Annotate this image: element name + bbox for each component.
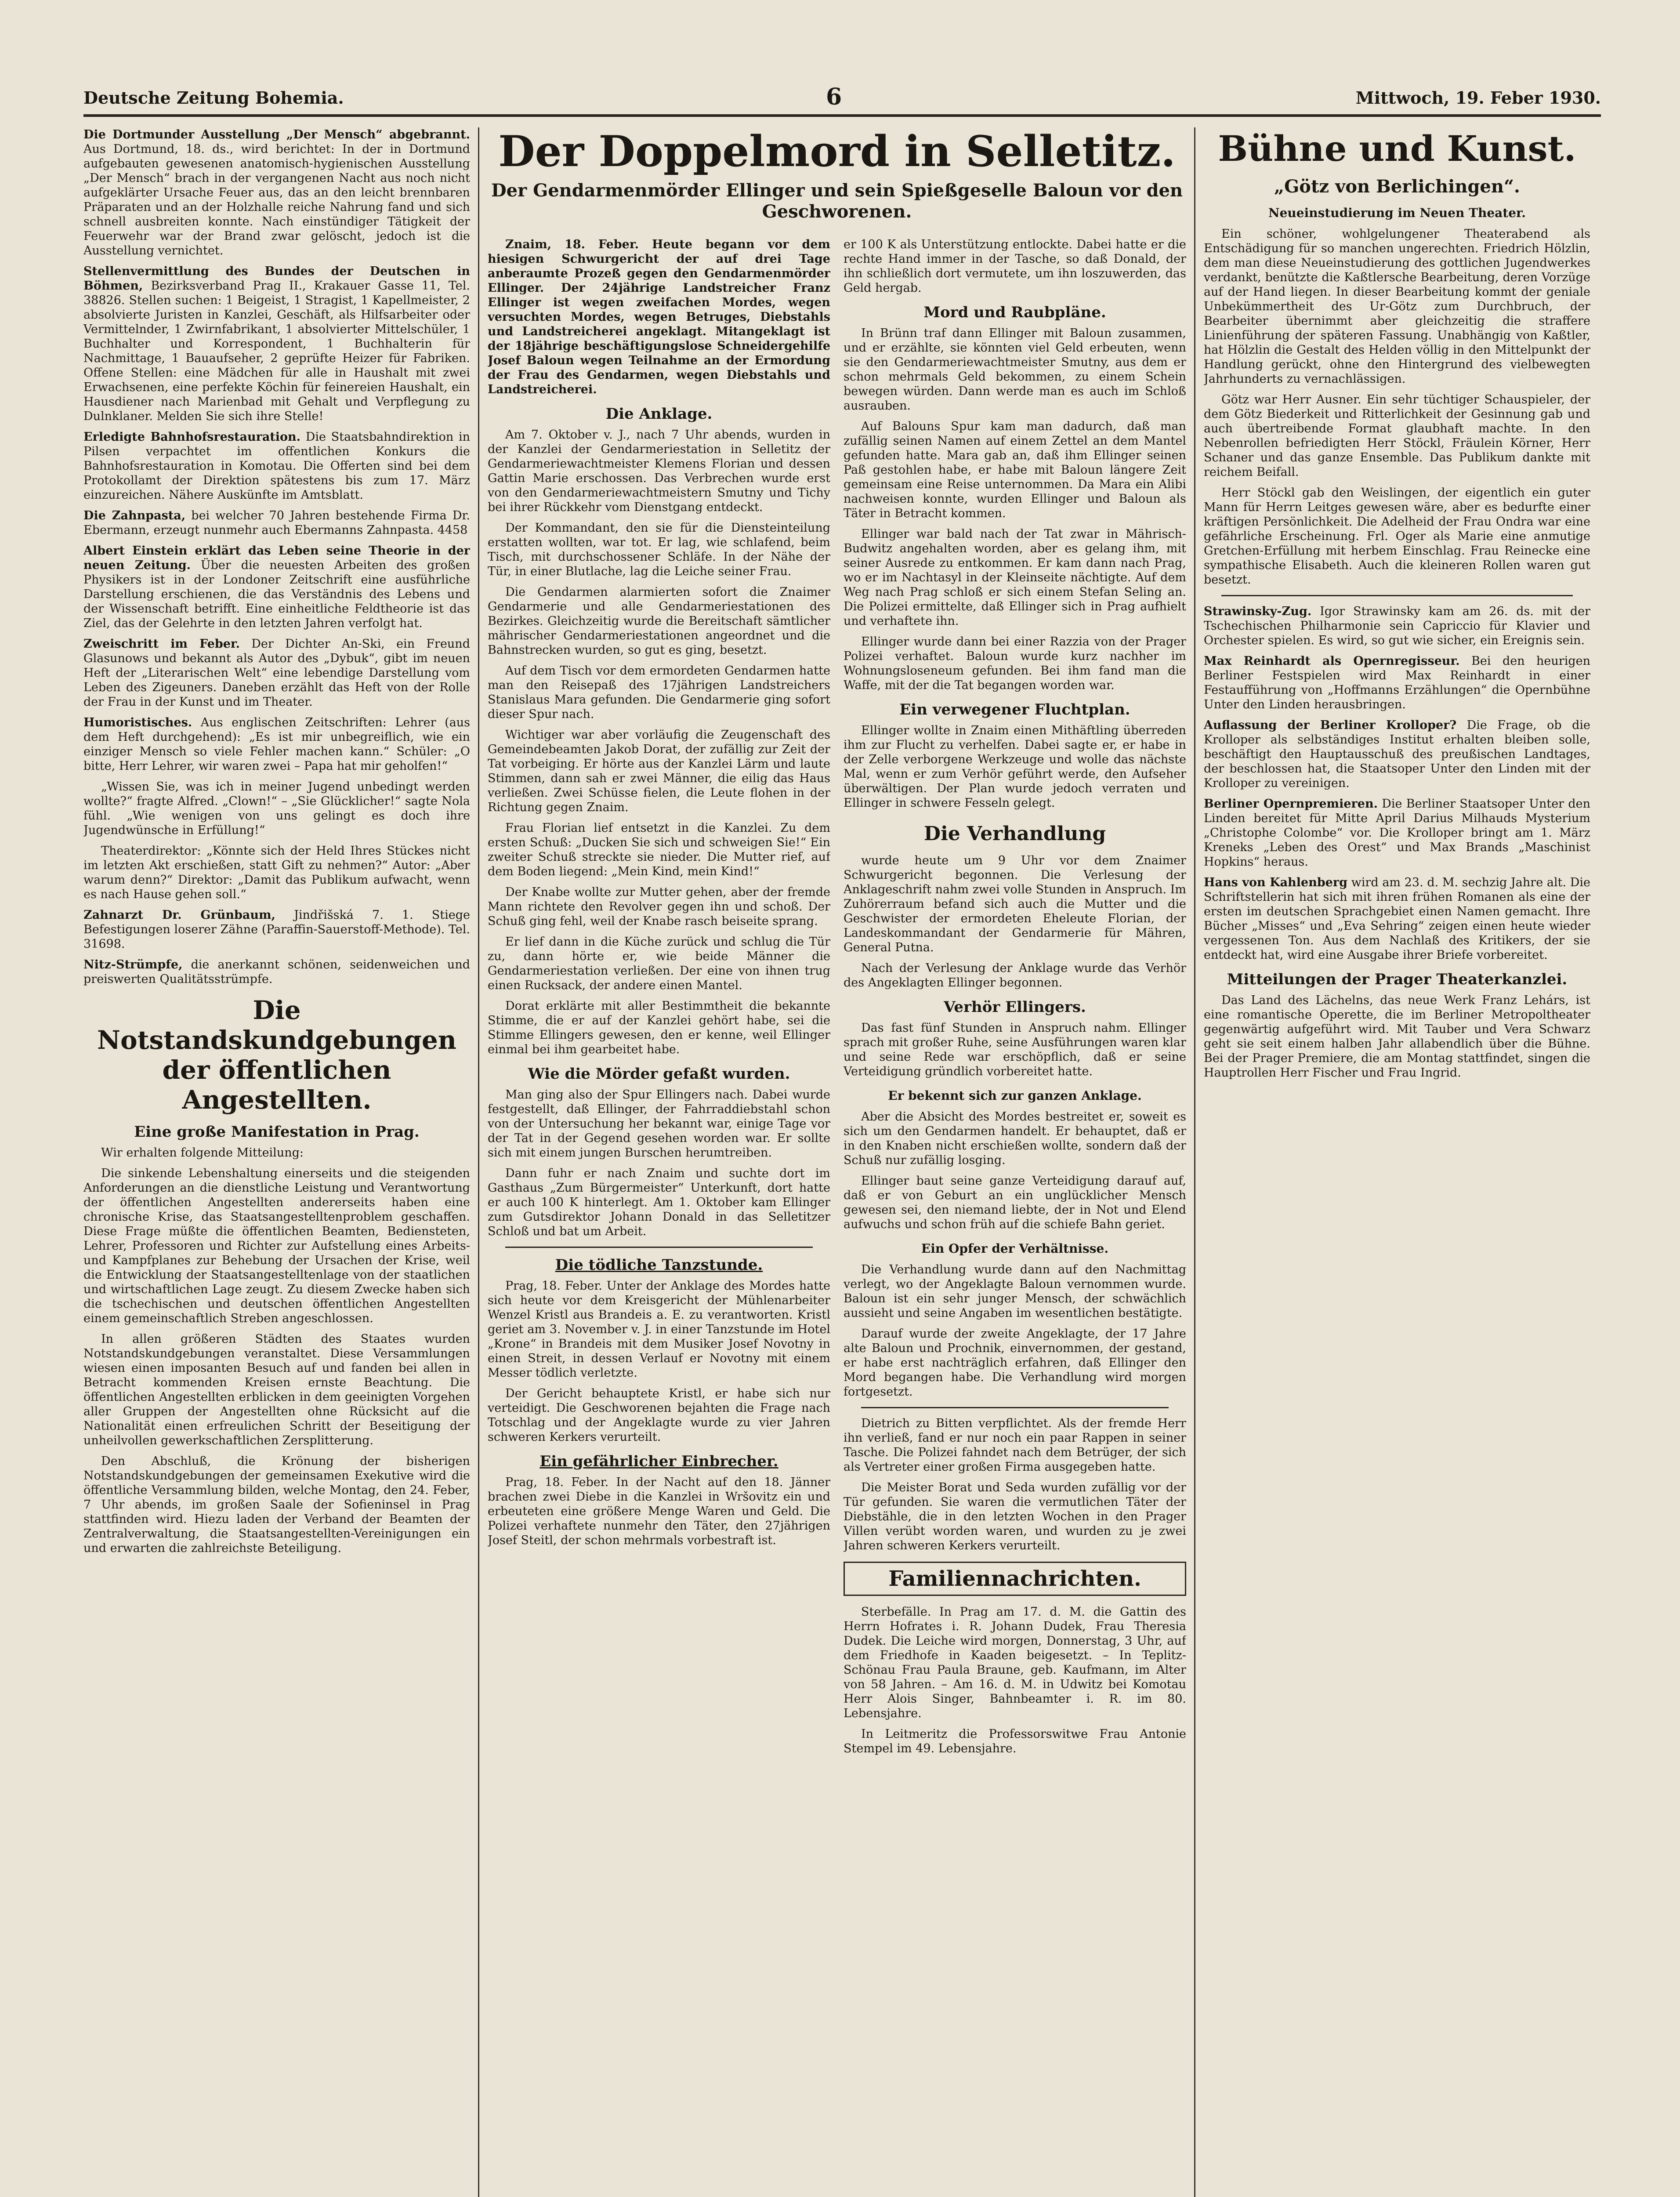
notice-krolloper: Auflassung der Berliner Krolloper? Die Frage, ob die Krolloper als selbständiges Institut erhalten bleiben solle, beschäftigt den Hauptausschuß des preußischen Landtages, der beschlossen hat, die Staatsoper Unter den Linden mit der Krolloper zu vereinigen.	[1204, 718, 1590, 790]
article-stellenvermittlung: Stellenvermittlung des Bundes der Deutschen in Böhmen, Bezirksverband Prag II., Krakauer Gasse 11, Tel. 38826. Stellen suchen: 1 Beigeist, 1 Stragist, 1 Kapellmeister, 2 absolvierte Juristen in Kanzlei, Geschäft, als Hilfsarbeiter oder Vermittelnder, 1 Zwirnfabrikant, 1 absolvierter Mittelschüler, 1 Buchhalter und Korrespondent, 1 Buchhalterin für Nachmittage, 1 Bauaufseher, 2 geprüfte Heizer für Fabriken. Offene Stellen: eine Mädchen für alle in Haushalt mit zwei Erwachsenen, eine perfekte Köchin für feinereien Haushalt, ein Hausdiener nach Marienbad mit Gehalt und Verpflegung zu Dulnklaner. Melden Sie sich ihre Stelle!	[83, 265, 470, 423]
column-left	[83, 127, 470, 2197]
heading-einbrecher: Ein gefährlicher Einbrecher.	[539, 1453, 778, 1470]
subheadline-manifestation: Eine große Manifestation in Prag.	[134, 1123, 420, 1141]
header-page-number: 6	[826, 83, 842, 110]
article-zweischritt: Zweischritt im Feber. Der Dichter An-Ski, ein Freund Glasunows und bekannt als Autor des „Dybuk“, gibt im neuen Heft der „Literarischen Welt“ eine lebendige Darstellung vom Leben des Zigeuners. Daneben erzählt das Heft von der Rolle der Frau in der Kunst und im Theater.	[83, 637, 470, 709]
divider	[1221, 595, 1573, 596]
einbrecher-text: Prag, 18. Feber. In der Nacht auf den 18. Jänner brachen zwei Diebe in die Kanzlei in Wršovitz ein und erbeuteten eine größere Menge Waren und Geld. Die Polizei verhaftete nunmehr den Täter, den 27jährigen Josef Steitl, der schon mehrmals vorbestraft ist.	[488, 1476, 830, 1547]
column-center-right	[844, 237, 1186, 2197]
trial-text: wurde heute um 9 Uhr vor dem Znaimer Schwurgericht begonnen. Die Verlesung der Anklageschrift nahm zwei volle Stunden in Anspruch. Im Zuhörerraum befand sich auch die Mutter und die Geschwister der ermordeten Eheleute Florian, der Landeskommandant der Gendarmerie für Mähren, General Putna.	[844, 854, 1186, 954]
ad-strumpfe: Nitz-Strümpfe, die anerkannt schönen, seidenweichen und preiswerten Qualitätsstrümpfe.	[83, 958, 470, 986]
trial-text: Ellinger war bald nach der Tat zwar in Mährisch-Budwitz angehalten worden, aber es gelang ihm, mit seiner Ausrede zu entkommen. Er kam dann nach Prag, wo er im Nachtasyl in der Kleinseite nächtigte. Auf dem Weg nach Prag schloß er sich einem Stefan Seling an. Die Polizei ermittelte, daß Ellinger sich in Prag aufhielt und verhaftete ihn.	[844, 527, 1186, 628]
trial-text: Ellinger baut seine ganze Verteidigung darauf auf, daß er von Geburt an ein unglücklicher Mensch gewesen sei, den niemand liebte, der in Not und Elend aufwuchs und schon früh auf die schiefe Bahn geriet.	[844, 1174, 1186, 1231]
column-rule	[1194, 127, 1195, 2197]
humor-joke-3: Theaterdirektor: „Könnte sich der Held Ihres Stückes nicht im letzten Akt erschießen, statt Gift zu nehmen?“ Autor: „Aber warum denn?“ Direktor: „Damit das Publikum aufwacht, wenn es nach Hause gehen soll.“	[83, 844, 470, 901]
ad-zahnarzt: Zahnarzt Dr. Grünbaum, Jindřišská 7. 1. Stiege Befestigungen loserer Zähne (Paraffin-Sauerstoff-Methode). Tel. 31698.	[83, 908, 470, 951]
column-rule	[478, 127, 479, 2197]
column-center-left	[488, 237, 830, 2197]
heading-tanzstunde: Die tödliche Tanzstunde.	[555, 1256, 763, 1274]
notice-theater: Das Land des Lächelns, das neue Werk Franz Lehárs, ist eine romantische Operette, die im Berliner Metropoltheater gegenwärtig aufgeführt wird. Mit Tauber und Vera Schwarz geht sie seit einem halben Jahr allabendlich über die Bühne. Bei der Prager Premiere, die am Montag stattfindet, singen die Hauptrollen Herr Fischer und Frau Ingrid.	[1204, 993, 1590, 1080]
notice-strawinsky: Strawinsky-Zug. Igor Strawinsky kam am 26. ds. mit der Tschechischen Philharmonie sein Capriccio für Klavier und Orchester spielen. Es wird, so gut wie sicher, ein Ereignis sein.	[1204, 605, 1590, 647]
header-newspaper-name: Deutsche Zeitung Bohemia.	[83, 88, 344, 108]
heading-opfer: Ein Opfer der Verhältnisse.	[921, 1241, 1109, 1256]
subheading-neueinstudierung: Neueinstudierung im Neuen Theater.	[1268, 206, 1526, 220]
divider	[861, 1407, 1169, 1408]
page-header	[83, 83, 1601, 117]
familie-text: In Leitmeritz die Professorswitwe Frau Antonie Stempel im 49. Lebensjahre.	[844, 1727, 1186, 1755]
trial-intro: Znaim, 18. Feber. Heute begann vor dem hiesigen Schwurgericht der auf drei Tage anberaumte Prozeß gegen den Gendarmenmörder Ellinger. Der 24jährige Landstreicher Franz Ellinger ist wegen zweifachen Mordes, wegen versuchten Mordes, wegen Betruges, Diebstahls und Landstreicherei angeklagt. Mitangeklagt ist der 18jährige beschäftigungslose Schneidergehilfe Josef Baloun wegen Teilnahme an der Ermordung der Frau des Gendarmen, wegen Diebstahls und Landstreicherei.	[488, 238, 830, 396]
humor-joke-2: „Wissen Sie, was ich in meiner Jugend unbedingt werden wollte?“ fragte Alfred. „Clown!“ – „Sie Glücklicher!“ sagte Nola fühl. „Wie wenigen von uns gelingt es doch ihre Jugendwünsche in Erfüllung!“	[83, 780, 470, 837]
familie-text: Sterbefälle. In Prag am 17. d. M. die Gattin des Herrn Hofrates i. R. Johann Dudek, Frau Theresia Dudek. Die Leiche wird morgen, Donnerstag, 3 Uhr, auf dem Friedhofe in Kaaden beigesetzt. – In Teplitz-Schönau Frau Paula Braune, geb. Kaufmann, im Alter von 58 Jahren. – Am 16. d. M. in Udwitz bei Komotau Herr Alois Singer, Bahnbeamter i. R. im 80. Lebensjahre.	[844, 1605, 1186, 1720]
kundgebung-intro: Wir erhalten folgende Mitteilung:	[101, 1146, 304, 1160]
trial-text: Auf Balouns Spur kam man dadurch, daß man zufällig seinen Namen auf einem Zettel an dem Mantel gefunden hatte. Mara gab an, daß ihm Ellinger seinen Paß gestohlen habe, er habe mit Baloun längere Zeit gemeinsam eine Reise unternommen. Da Mara ein Alibi nachweisen konnte, wurden Ellinger und Baloun als Täter in Betracht kommen.	[844, 420, 1186, 520]
article-dortmund: Die Dortmunder Ausstellung „Der Mensch“ abgebrannt. Aus Dortmund, 18. ds., wird berichtet: In der in Dortmund aufgebauten gewesenen anatomisch-hygienischen Ausstellung „Der Mensch“ brach in der vergangenen Nacht aus noch nicht aufgeklärter Ursache Feuer aus, das an den leicht brennbaren Präparaten und an der Holzhalle reiche Nahrung fand und sich schnell ausbreiten konnte. Nach einstündiger Tätigkeit der Feuerwehr war der Brand zwar gelöscht, jedoch ist die Ausstellung vernichtet.	[83, 128, 470, 257]
heading-familiennachrichten: Familiennachrichten.	[844, 1562, 1186, 1596]
trial-text: Die Gendarmen alarmierten sofort die Znaimer Gendarmerie und alle Gendarmeriestationen des Bezirkes. Gleichzeitig wurde die Bereitschaft sämtlicher mährischer Gendarmeriestationen angeordnet und die Bahnstrecken wurden, so gut es ging, besetzt.	[488, 585, 830, 657]
main-headline: Der Doppelmord in Selletitz.	[498, 127, 1176, 176]
kundgebung-text-1: Die sinkende Lebenshaltung einerseits und die steigenden Anforderungen an die dienstliche Leistung und Verantwortung der öffentlichen Angestellten andererseits haben eine chronische Krise, das Staatsangestelltenproblem geschaffen. Diese Frage müßte die öffentlichen Beamten, Bediensteten, Lehrer, Professoren und Richter zur Aufstellung eines Arbeits- und Kampfplanes zur Behebung der Ursachen der Krise, weil die Entwicklung der Staatsangestelltenlage von der staatlichen und wirtschaftlichen Lage zeugt. Zu diesem Zwecke haben sich die tschechischen und deutschen öffentlichen Angestellten einem gemeinschaftlich Streben angeschlossen.	[83, 1167, 470, 1325]
heading-goetz: „Götz von Berlichingen“.	[1274, 176, 1520, 197]
trial-text: Ellinger wurde dann bei einer Razzia von der Prager Polizei verhaftet. Baloun wurde kurz nachher im Wohnungsloseneum gefunden. Bei ihm fand man die Waffe, mit der die Tat begangen worden war.	[844, 635, 1186, 692]
headline-kundgebungen: Die Notstandskundgebungen der öffentlichen Angestellten.	[97, 995, 456, 1115]
trial-text: Er lief dann in die Küche zurück und schlug die Tür zu, dann hörte er, wie beide Männer die Gendarmeriestation verließen. Der eine von ihnen trug einen Rucksack, der andere einen Mantel.	[488, 935, 830, 992]
main-subtitle: Der Gendarmenmörder Ellinger und sein Spießgeselle Baloun vor den Geschworenen.	[491, 180, 1183, 222]
trial-text: In Brünn traf dann Ellinger mit Baloun zusammen, und er erzählte, sie könnten viel Geld erbeuten, wenn sie den Gendarmeriewachtmeister Smutny, aus dem er schon mehrmals Geld bekommen, zu einem Schein bewegen würden. Dann werde man es auch im Schloß ausrauben.	[844, 326, 1186, 413]
tanz-text: Der Gericht behauptete Kristl, er habe sich nur verteidigt. Die Geschworenen bejahten die Frage nach Totschlag und der Angeklagte wurde zu vier Jahren schweren Kerkers verurteilt.	[488, 1387, 830, 1444]
review-text: Ein schöner, wohlgelungener Theaterabend als Entschädigung für so manchen ungerechten. Friedrich Hölzlin, dem man diese Neueinstudierung des gottlichen Jugendwerkes verdankt, benützte die Kaßtlersche Bearbeitung, deren Vorzüge auf der Hand liegen. In dieser Bearbeitung kommt der geniale Unbekümmertheit des Ur-Götz zum Durchbruch, der Bearbeiter übernimmt aber gleichzeitig die straffere Linienführung der späteren Fassung. Unabhängig von Kaßtler, hat Hölzlin die Gestalt des Helden völlig in den Mittelpunkt der Handlung gerückt, ohne den Hintergrund des vielbewegten Jahrhunderts zu vernachlässigen.	[1204, 227, 1590, 386]
trial-text: Auf dem Tisch vor dem ermordeten Gendarmen hatte man den Reisepaß des 17jährigen Landstreichers Stanislaus Mara gefunden. Die Gendarmerie ging sofort dieser Spur nach.	[488, 664, 830, 721]
notice-reinhardt: Max Reinhardt als Opernregisseur. Bei den heurigen Berliner Festspielen wird Max Reinhardt in einer Festaufführung von „Hoffmanns Erzählungen“ die Opernbühne Unter den Linden herausbringen.	[1204, 654, 1590, 711]
heading-verhandlung: Die Verhandlung	[923, 823, 1106, 845]
divider	[505, 1247, 813, 1248]
trial-continued: er 100 K als Unterstützung entlockte. Dabei hatte er die rechte Hand immer in der Tasche, so daß Donald, der ihn schließlich dort vermutete, um ihn loszuwerden, das Geld hergab.	[844, 238, 1186, 295]
main-headline-block	[488, 127, 1186, 231]
heading-verhoer: Verhör Ellingers.	[944, 998, 1086, 1016]
heading-mitteilungen: Mitteilungen der Prager Theaterkanzlei.	[1227, 971, 1568, 988]
trial-text: Der Knabe wollte zur Mutter gehen, aber der fremde Mann richtete den Revolver gegen ihn und schoß. Der Schuß ging fehl, weil der Knabe rasch beiseite sprang.	[488, 885, 830, 928]
trial-text: Frau Florian lief entsetzt in die Kanzlei. Zu dem ersten Schuß: „Ducken Sie sich und schweigen Sie!“ Ein zweiter Schuß streckte sie nieder. Die Mutter rief, auf dem Boden liegend: „Mein Kind, mein Kind!“	[488, 821, 830, 878]
trial-text: Das fast fünf Stunden in Anspruch nahm. Ellinger sprach mit großer Ruhe, seine Ausführungen waren klar und seine Rede war erschöpflich, daß er seine Verteidigung gründlich vorbereitet hatte.	[844, 1021, 1186, 1078]
trial-text: Aber die Absicht des Mordes bestreitet er, soweit es sich um den Gendarmen handelt. Er behauptet, daß er in den Knaben nicht erschießen wollte, sondern daß der Schuß nur zufällig losging.	[844, 1110, 1186, 1167]
review-text: Herr Stöckl gab den Weislingen, der eigentlich ein guter Mann für Herrn Leitges gewesen wäre, aber es bedurfte einer kräftigen Persönlichkeit. Die Adelheid der Frau Ondra war eine gefährliche Erscheinung. Frl. Oger als Marie eine anmutige Gretchen-Erfüllung mit herbem Einschlag. Frau Reinecke eine sympathische Elisabeth. Auch die kleineren Rollen waren gut besetzt.	[1204, 486, 1590, 587]
trial-text: Darauf wurde der zweite Angeklagte, der 17 Jahre alte Baloun und Prochnik, einvernommen, der gestand, er habe erst nachträglich erfahren, daß Ellinger den Mord begangen habe. Die Verhandlung wird morgen fortgesetzt.	[844, 1327, 1186, 1399]
article-einstein: Albert Einstein erklärt das Leben seine Theorie in der neuen Zeitung. Über die neuesten Arbeiten des großen Physikers ist in der Londoner Zeitschrift eine ausführliche Darstellung erschienen, die das Verständnis des Lebens und der Wissenschaft betrifft. Eine einheitliche Feldtheorie ist das Ziel, das der Gelehrte in den letzten Jahren verfolgt hat.	[83, 544, 470, 630]
notice-kahlenberg: Hans von Kahlenberg wird am 23. d. M. sechzig Jahre alt. Die Schriftstellerin hat sich mit ihren frühen Romanen als eine der ersten im deutschen Sprachgebiet einen Namen gemacht. Ihre Bücher „Misses“ und „Eva Sehring“ zeigen einen heute wieder vergessenen Ton. Aus dem Nachlaß des Kritikers, der sie entdeckt hat, wird eine Ausgabe ihrer Briefe vorbereitet.	[1204, 876, 1590, 962]
kundgebung-text-2: In allen größeren Städten des Staates wurden Notstandskundgebungen veranstaltet. Diese Versammlungen wiesen einen imposanten Besuch auf und fanden bei allen in Betracht kommenden Kreisen ernste Beachtung. Die öffentlichen Angestellten erblicken in dem geeinigten Vorgehen aller Gruppen der Angestellten ohne Rücksicht auf die Nationalität einen erfreulichen Schritt der Beseitigung der unheilvollen gewerkschaftlichen Zersplitterung.	[83, 1332, 470, 1447]
article-bahnhof: Erledigte Bahnhofsrestauration. Die Staatsbahndirektion in Pilsen verpachtet im offentlichen Konkurs die Bahnhofsrestauration in Komotau. Die Offerten sind bei dem Protokollamt der Direktion spätestens bis zum 17. März einzureichen. Nähere Auskünfte im Amtsblatt.	[83, 430, 470, 502]
trial-text: Wichtiger war aber vorläufig die Zeugenschaft des Gemeindebeamten Jakob Dorat, der zufällig zur Zeit der Tat vorbeiging. Er hörte aus der Kanzlei Lärm und laute Stimmen, dann sah er zwei Männer, die eilig das Haus verließen. Zwei Schüsse fielen, die Leute flohen in der Richtung gegen Znaim.	[488, 728, 830, 814]
trial-text: Nach der Verlesung der Anklage wurde das Verhör des Angeklagten Ellinger begonnen.	[844, 961, 1186, 990]
article-humor: Humoristisches. Aus englischen Zeitschriften: Lehrer (aus dem Heft durchgehend): „Es ist mir unbegreiflich, wie ein einziger Mensch so viele Fehler machen kann.“ Schüler: „O bitte, Herr Lehrer, wir waren zwei – Papa hat mir geholfen!“	[83, 716, 470, 773]
column-right	[1204, 127, 1590, 2197]
review-text: Götz war Herr Ausner. Ein sehr tüchtiger Schauspieler, der dem Götz Biederkeit und Ritterlichkeit der Gesinnung gab und auch übertreibende Format glaubhaft machte. In den Nebenrollen befriedigten Herr Stöckl, Fräulein Körner, Herr Schaner und das ganze Ensemble. Das Publikum dankte mit reichem Beifall.	[1204, 393, 1590, 479]
trial-text: Der Kommandant, den sie für die Diensteinteilung erstatten wollten, war tot. Er lag, wie schlafend, beim Tisch, mit durchschossener Schläfe. In der Nähe der Tür, in einer Blutlache, lag die Leiche seiner Frau.	[488, 521, 830, 578]
trial-text: Man ging also der Spur Ellingers nach. Dabei wurde festgestellt, daß Ellinger, der Fahrraddiebstahl schon von der Untersuchung her bekannt war, einige Tage vor der Tat in der Gegend gesehen worden war. Er sollte sich mit einem jungen Burschen herumtreiben.	[488, 1088, 830, 1160]
trial-text: Ellinger wollte in Znaim einen Mithäftling überreden ihm zur Flucht zu verhelfen. Dabei sagte er, er habe in der Zelle verborgene Werkzeuge und wolle das nächste Mal, wenn er zum Verhör geführt werde, den Aufseher überwältigen. Der Plan wurde jedoch verraten und Ellinger in schwere Fesseln gelegt.	[844, 724, 1186, 810]
heading-raubplaene: Mord und Raubpläne.	[923, 304, 1106, 321]
misc-text: Die Meister Borat und Seda wurden zufällig vor der Tür gefunden. Sie waren die vermutlichen Täter der Diebstähle, die in den letzten Wochen in den Prager Villen verübt worden waren, und wurden zu je zwei Jahren schweren Kerkers verurteilt.	[844, 1481, 1186, 1552]
heading-fluchtplan: Ein verwegener Fluchtplan.	[899, 701, 1130, 718]
trial-text: Dann fuhr er nach Znaim und suchte dort im Gasthaus „Zum Bürgermeister“ Unterkunft, dort hatte er auch 100 K hinterlegt. Am 1. Oktober kam Ellinger zum Gutsdirektor Johann Donald in das Selletitzer Schloß und bat um Arbeit.	[488, 1167, 830, 1238]
header-date: Mittwoch, 19. Feber 1930.	[1355, 88, 1601, 108]
trial-text: Die Verhandlung wurde dann auf den Nachmittag verlegt, wo der Angeklagte Baloun vernommen wurde. Baloun ist ein sehr junger Mensch, der schwächlich aussieht und seine Angaben im wesentlichen bestätigte.	[844, 1263, 1186, 1320]
trial-text: Am 7. Oktober v. J., nach 7 Uhr abends, wurden in der Kanzlei der Gendarmeriestation in Selletitz der Gendarmeriewachtmeister Klemens Florian und dessen Gattin Marie erschossen. Das Verbrechen wurde erst von den Gendarmeriewachtmeistern Smutny und Tichy bei ihrer Rückkehr vom Dienstgang entdeckt.	[488, 428, 830, 514]
ad-zahnpasta: Die Zahnpasta, bei welcher 70 Jahren bestehende Firma Dr. Ebermann, erzeugt nunmehr auch Ebermanns Zahnpasta. 4458	[83, 509, 470, 537]
heading-bekennt: Er bekennt sich zur ganzen Anklage.	[888, 1088, 1142, 1103]
tanz-text: Prag, 18. Feber. Unter der Anklage des Mordes hatte sich heute vor dem Kreisgericht der Mühlenarbeiter Wenzel Kristl aus Brandeis a. E. zu verantworten. Kristl geriet am 3. November v. J. in einer Tanzstunde im Hotel „Krone“ in Brandeis mit dem Musiker Josef Novotny in einen Streit, in dessen Verlauf er Novotny mit einem Messer tödlich verletzte.	[488, 1279, 830, 1380]
misc-text: Dietrich zu Bitten verpflichtet. Als der fremde Herr ihn verließ, fand er nur noch ein paar Rappen in seiner Tasche. Die Polizei fahndet nach dem Betrüger, der sich als Vertreter einer großen Firma ausgegeben hatte.	[844, 1417, 1186, 1474]
heading-gefasst: Wie die Mörder gefaßt wurden.	[528, 1065, 790, 1083]
section-title-buehne: Bühne und Kunst.	[1218, 128, 1576, 169]
heading-anklage: Die Anklage.	[605, 405, 713, 423]
trial-text: Dorat erklärte mit aller Bestimmtheit die bekannte Stimme, die er auf der Kanzlei gehört habe, sei die Stimme Ellingers gewesen, den er kenne, weil Ellinger einmal bei ihm gearbeitet habe.	[488, 999, 830, 1056]
kundgebung-text-3: Den Abschluß, die Krönung der bisherigen Notstandskundgebungen der gemeinsamen Exekutive wird die öffentliche Versammlung bilden, welche Montag, den 24. Feber, 7 Uhr abends, im großen Saale der Sofieninsel in Prag stattfinden wird. Hiezu laden der Verband der Beamten der Zentralverwaltung, die Staatsangestellten-Vereinigungen ein und erwarten die zahlreichste Beteiligung.	[83, 1454, 470, 1555]
notice-opernpremieren: Berliner Opernpremieren. Die Berliner Staatsoper Unter den Linden bereitet für Mitte April Darius Milhauds Mysterium „Christophe Colombe“ vor. Die Krolloper bringt am 1. März Kreneks „Leben des Orest“ und Max Brands „Maschinist Hopkins“ heraus.	[1204, 797, 1590, 869]
